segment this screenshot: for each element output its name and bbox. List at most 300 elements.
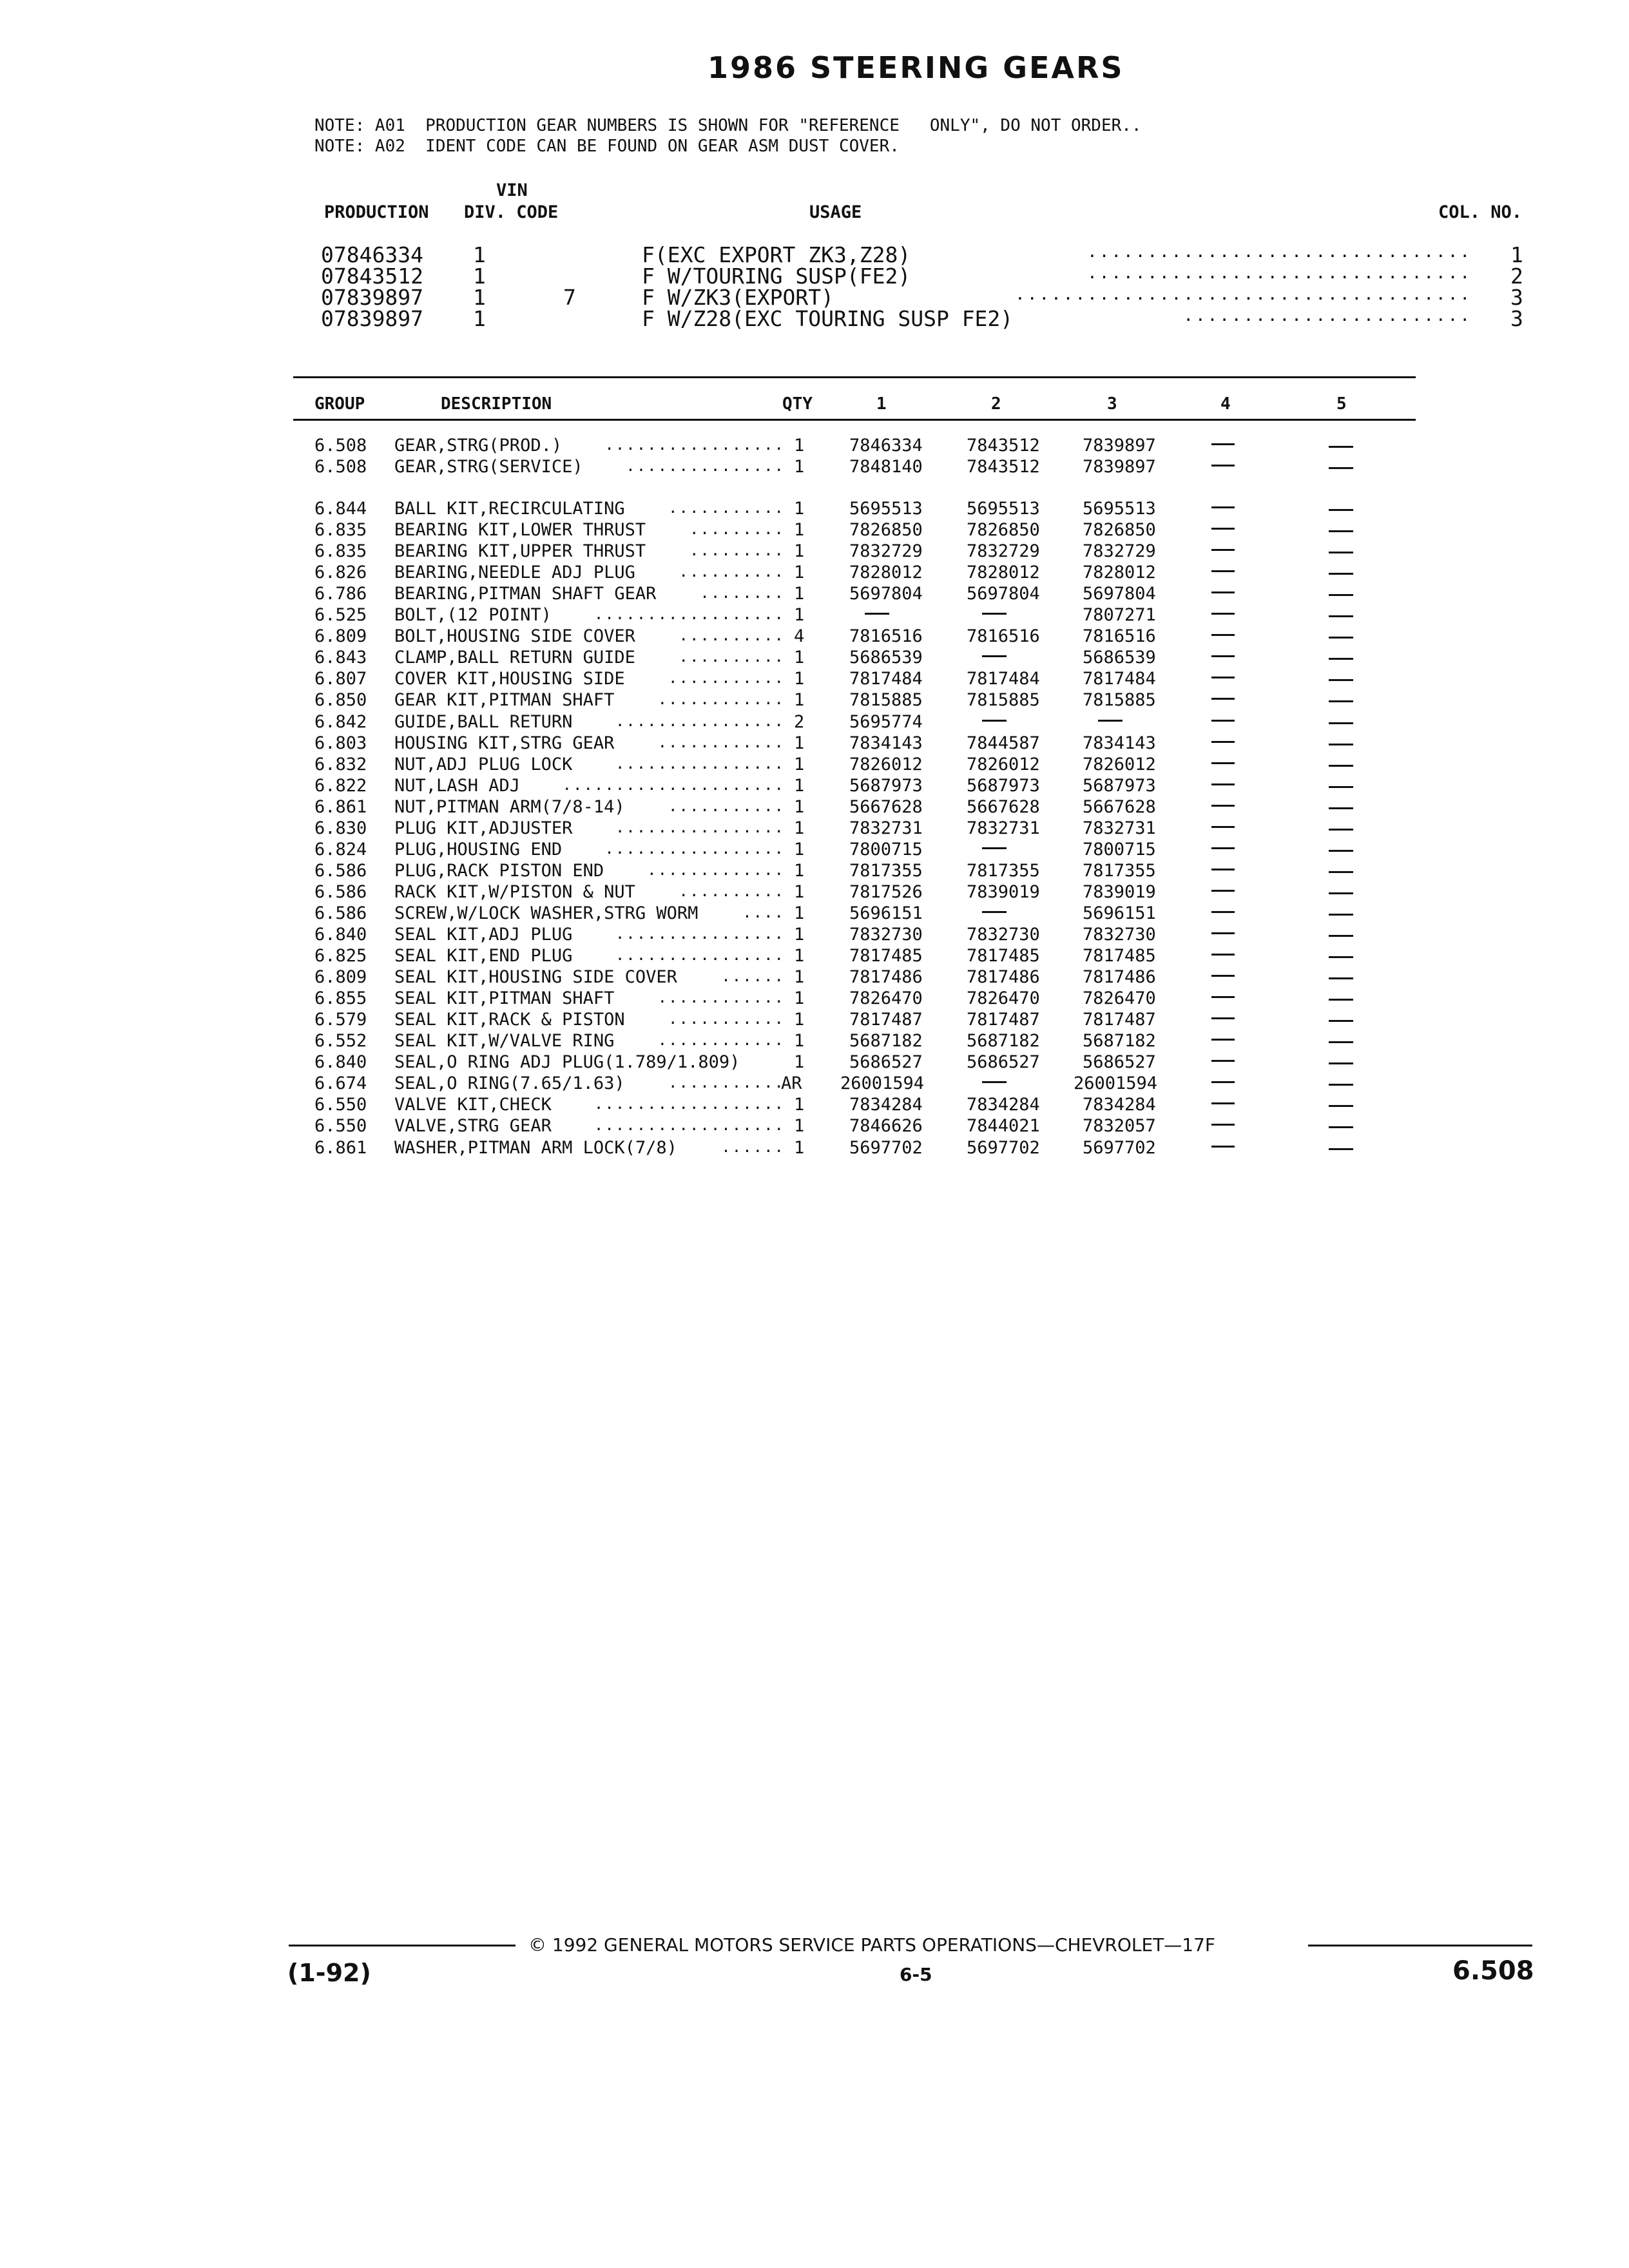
part-number-c2: 7832730 bbox=[967, 925, 1040, 945]
usage-col-no: 3 bbox=[1510, 306, 1523, 331]
part-description: GEAR,STRG(PROD.) bbox=[394, 436, 563, 456]
table-row bbox=[0, 436, 1629, 457]
part-group: 6.844 bbox=[314, 499, 367, 519]
part-number-c2: 7844021 bbox=[967, 1116, 1040, 1137]
table-row bbox=[0, 903, 1629, 925]
col1-header: 1 bbox=[876, 394, 887, 414]
part-number-c3: 7839019 bbox=[1083, 881, 1156, 902]
empty-dash-c5 bbox=[1329, 1041, 1353, 1043]
vin-header: VIN bbox=[496, 180, 528, 200]
part-qty: 1 bbox=[794, 1031, 805, 1052]
empty-dash-c4 bbox=[1211, 506, 1235, 508]
table-row bbox=[0, 1073, 1629, 1095]
part-qty: 1 bbox=[794, 754, 805, 774]
part-number-c1: 5687182 bbox=[849, 1031, 923, 1052]
part-number-c1: 7816516 bbox=[849, 626, 923, 647]
part-number-c3: 7834284 bbox=[1083, 1095, 1156, 1115]
part-leader-dots: ........... bbox=[668, 796, 785, 815]
empty-dash-c4 bbox=[1211, 975, 1235, 977]
part-group: 6.824 bbox=[314, 839, 367, 860]
table-row bbox=[0, 648, 1629, 669]
revision-date: (1-92) bbox=[287, 1959, 371, 1987]
part-number-c2: 5667628 bbox=[967, 796, 1040, 817]
part-qty: 1 bbox=[794, 733, 805, 753]
part-leader-dots: .......... bbox=[679, 562, 785, 581]
part-group: 6.825 bbox=[314, 946, 367, 966]
part-number-c2: 7817486 bbox=[967, 967, 1040, 988]
part-group: 6.843 bbox=[314, 648, 367, 668]
part-leader-dots: ..................... bbox=[562, 775, 785, 794]
usage-dots: ........................ bbox=[1183, 306, 1472, 325]
part-leader-dots: ............ bbox=[657, 733, 785, 751]
table-row bbox=[0, 882, 1629, 903]
note-a02: NOTE: A02 IDENT CODE CAN BE FOUND ON GEAR ASM DUST COVER. bbox=[314, 137, 900, 156]
part-number-c1: 7832730 bbox=[849, 925, 923, 945]
part-number-c1: 7826012 bbox=[849, 754, 923, 774]
part-number-c1: 5686539 bbox=[849, 648, 923, 668]
part-group: 6.809 bbox=[314, 626, 367, 647]
part-qty: 1 bbox=[794, 903, 805, 923]
part-group: 6.840 bbox=[314, 925, 367, 945]
part-number-c3: 7839897 bbox=[1083, 457, 1156, 477]
empty-dash-c4 bbox=[1211, 932, 1235, 934]
part-leader-dots: .................. bbox=[593, 1116, 785, 1135]
empty-dash-c5 bbox=[1329, 829, 1353, 831]
usage-col-no: 2 bbox=[1510, 264, 1523, 289]
part-qty: 1 bbox=[794, 541, 805, 562]
table-top-rule bbox=[293, 376, 1416, 378]
part-description: PLUG,RACK PISTON END bbox=[394, 860, 604, 881]
part-number-c1: 7846334 bbox=[849, 436, 923, 456]
empty-dash-c4 bbox=[1211, 805, 1235, 807]
table-row bbox=[0, 988, 1629, 1010]
part-leader-dots: .................. bbox=[593, 1095, 785, 1113]
part-number-c3: 7826012 bbox=[1083, 754, 1156, 774]
part-qty: 1 bbox=[794, 967, 805, 988]
part-group: 6.579 bbox=[314, 1010, 367, 1030]
part-qty: 1 bbox=[794, 946, 805, 966]
part-leader-dots: .................. bbox=[593, 605, 785, 624]
part-group: 6.586 bbox=[314, 903, 367, 923]
empty-dash-c5 bbox=[1329, 1105, 1353, 1107]
part-number-c1: 7826850 bbox=[849, 520, 923, 541]
part-number-c2: 7817484 bbox=[967, 669, 1040, 689]
part-number-c3: 5695513 bbox=[1083, 499, 1156, 519]
empty-dash-c4 bbox=[1211, 613, 1235, 615]
empty-dash-c5 bbox=[1329, 679, 1353, 681]
part-group: 6.552 bbox=[314, 1031, 367, 1052]
empty-dash-c2 bbox=[982, 720, 1007, 722]
part-number-c2: 7844587 bbox=[967, 733, 1040, 753]
usage-production: 07839897 bbox=[321, 285, 423, 310]
description-header: DESCRIPTION bbox=[441, 394, 552, 414]
empty-dash-c4 bbox=[1211, 1102, 1235, 1104]
part-number-c2: 7843512 bbox=[967, 436, 1040, 456]
part-leader-dots: ........... bbox=[668, 499, 785, 517]
part-group: 6.835 bbox=[314, 520, 367, 541]
part-qty: 1 bbox=[794, 1137, 805, 1158]
part-number-c2: 7817485 bbox=[967, 946, 1040, 966]
empty-dash-c4 bbox=[1211, 762, 1235, 764]
empty-dash-c4 bbox=[1211, 847, 1235, 849]
part-number-c1: 7817484 bbox=[849, 669, 923, 689]
part-group: 6.842 bbox=[314, 711, 367, 732]
part-group: 6.835 bbox=[314, 541, 367, 562]
part-qty: 1 bbox=[794, 436, 805, 456]
empty-dash-c5 bbox=[1329, 552, 1353, 553]
part-qty: 1 bbox=[794, 690, 805, 711]
part-leader-dots: .......... bbox=[679, 626, 785, 645]
part-leader-dots: ................ bbox=[615, 754, 785, 773]
div-code-header: DIV. CODE bbox=[464, 202, 559, 222]
usage-description: F W/ZK3(EXPORT) bbox=[642, 285, 834, 310]
empty-dash-c5 bbox=[1329, 1126, 1353, 1128]
part-number-c3: 7817355 bbox=[1083, 860, 1156, 881]
part-number-c1: 26001594 bbox=[840, 1073, 925, 1094]
part-group: 6.855 bbox=[314, 988, 367, 1009]
part-number-c3: 5687182 bbox=[1083, 1031, 1156, 1052]
col-no-header: COL. NO. bbox=[1438, 202, 1523, 222]
part-number-c1: 7817486 bbox=[849, 967, 923, 988]
part-number-c3: 7832729 bbox=[1083, 541, 1156, 562]
page-number: 6-5 bbox=[900, 1964, 932, 1985]
part-leader-dots: ............ bbox=[657, 690, 785, 709]
usage-production: 07843512 bbox=[321, 264, 423, 289]
empty-dash-c5 bbox=[1329, 807, 1353, 809]
part-description: RACK KIT,W/PISTON & NUT bbox=[394, 881, 635, 902]
part-number-c2: 5697702 bbox=[967, 1137, 1040, 1158]
part-group: 6.803 bbox=[314, 733, 367, 753]
part-number-c1: 7832731 bbox=[849, 818, 923, 838]
empty-dash-c5 bbox=[1329, 850, 1353, 852]
part-number-c3: 5696151 bbox=[1083, 903, 1156, 923]
usage-row bbox=[0, 242, 1629, 267]
part-qty: 1 bbox=[794, 860, 805, 881]
part-number-c2: 7843512 bbox=[967, 457, 1040, 477]
part-number-c3: 5697702 bbox=[1083, 1137, 1156, 1158]
empty-dash-c5 bbox=[1329, 722, 1353, 724]
empty-dash-c4 bbox=[1211, 698, 1235, 700]
empty-dash-c5 bbox=[1329, 530, 1353, 532]
usage-row bbox=[0, 285, 1629, 310]
part-group: 6.830 bbox=[314, 818, 367, 838]
part-number-c2: 7832731 bbox=[967, 818, 1040, 838]
part-leader-dots: ............. bbox=[647, 860, 785, 879]
part-group: 6.861 bbox=[314, 1137, 367, 1158]
part-description: GUIDE,BALL RETURN bbox=[394, 711, 573, 732]
part-group: 6.550 bbox=[314, 1116, 367, 1137]
empty-dash-c4 bbox=[1211, 591, 1235, 593]
table-row bbox=[0, 626, 1629, 648]
part-number-c2: 7828012 bbox=[967, 562, 1040, 583]
part-group: 6.508 bbox=[314, 436, 367, 456]
part-number-c1: 5686527 bbox=[849, 1052, 923, 1073]
part-group: 6.826 bbox=[314, 562, 367, 583]
part-number-c3: 7800715 bbox=[1083, 839, 1156, 860]
part-description: NUT,PITMAN ARM(7/8-14) bbox=[394, 796, 625, 817]
usage-dots: ...................................... bbox=[1015, 285, 1472, 304]
table-row bbox=[0, 605, 1629, 626]
part-number-c2: 5697804 bbox=[967, 584, 1040, 604]
part-description: BOLT,(12 POINT) bbox=[394, 605, 552, 626]
part-leader-dots: ............... bbox=[626, 457, 785, 475]
part-number-c2: 7815885 bbox=[967, 690, 1040, 711]
empty-dash-c4 bbox=[1211, 783, 1235, 785]
part-number-c2: 7816516 bbox=[967, 626, 1040, 647]
part-group: 6.586 bbox=[314, 860, 367, 881]
empty-dash-c2 bbox=[982, 911, 1007, 913]
part-number-c3: 5697804 bbox=[1083, 584, 1156, 604]
empty-dash-c4 bbox=[1211, 1017, 1235, 1019]
part-number-c2: 7817487 bbox=[967, 1010, 1040, 1030]
usage-header: USAGE bbox=[809, 202, 862, 222]
empty-dash-c5 bbox=[1329, 1084, 1353, 1086]
part-leader-dots: ................ bbox=[615, 818, 785, 836]
part-number-c2: 7834284 bbox=[967, 1095, 1040, 1115]
empty-dash-c4 bbox=[1211, 996, 1235, 998]
part-description: SEAL,O RING ADJ PLUG(1.789/1.809) bbox=[394, 1052, 740, 1073]
part-qty: 1 bbox=[794, 669, 805, 689]
table-row bbox=[0, 967, 1629, 988]
part-description: SEAL KIT,ADJ PLUG bbox=[394, 925, 573, 945]
table-row bbox=[0, 1138, 1629, 1159]
part-number-c1: 7826470 bbox=[849, 988, 923, 1009]
empty-dash-c4 bbox=[1211, 1146, 1235, 1148]
empty-dash-c4 bbox=[1211, 443, 1235, 445]
part-description: SEAL KIT,PITMAN SHAFT bbox=[394, 988, 615, 1009]
part-qty: 1 bbox=[794, 925, 805, 945]
part-description: BEARING KIT,UPPER THRUST bbox=[394, 541, 646, 562]
part-group: 6.809 bbox=[314, 967, 367, 988]
empty-dash-c4 bbox=[1211, 826, 1235, 828]
empty-dash-c5 bbox=[1329, 446, 1353, 448]
usage-dots: ................................ bbox=[1087, 264, 1472, 283]
table-row bbox=[0, 457, 1629, 478]
part-number-c1: 7817485 bbox=[849, 946, 923, 966]
usage-dots: ................................ bbox=[1087, 242, 1472, 262]
part-qty: 1 bbox=[794, 775, 805, 796]
usage-row bbox=[0, 306, 1629, 331]
empty-dash-c5 bbox=[1329, 509, 1353, 511]
part-number-c2: 7826850 bbox=[967, 520, 1040, 541]
empty-dash-c5 bbox=[1329, 999, 1353, 1001]
empty-dash-c5 bbox=[1329, 1020, 1353, 1022]
group-header: GROUP bbox=[314, 394, 365, 414]
empty-dash-c5 bbox=[1329, 573, 1353, 575]
part-description: NUT,LASH ADJ bbox=[394, 775, 521, 796]
part-group: 6.822 bbox=[314, 775, 367, 796]
part-number-c3: 7826850 bbox=[1083, 520, 1156, 541]
empty-dash-c4 bbox=[1211, 741, 1235, 743]
table-header-rule bbox=[293, 419, 1416, 421]
part-number-c1: 5687973 bbox=[849, 775, 923, 796]
part-number-c1: 7817487 bbox=[849, 1010, 923, 1030]
part-leader-dots: .......... bbox=[679, 881, 785, 900]
part-description: BEARING,PITMAN SHAFT GEAR bbox=[394, 584, 657, 604]
table-row bbox=[0, 669, 1629, 690]
part-number-c1: 7834284 bbox=[849, 1095, 923, 1115]
part-description: BOLT,HOUSING SIDE COVER bbox=[394, 626, 635, 647]
part-qty: 1 bbox=[794, 562, 805, 583]
part-number-c3: 5686539 bbox=[1083, 648, 1156, 668]
empty-dash-c4 bbox=[1211, 954, 1235, 956]
empty-dash-c5 bbox=[1329, 467, 1353, 469]
part-group: 6.850 bbox=[314, 690, 367, 711]
part-qty: 1 bbox=[794, 881, 805, 902]
empty-dash-c4 bbox=[1211, 655, 1235, 657]
part-group: 6.550 bbox=[314, 1095, 367, 1115]
empty-dash-c5 bbox=[1329, 786, 1353, 788]
part-description: CLAMP,BALL RETURN GUIDE bbox=[394, 648, 635, 668]
part-description: WASHER,PITMAN ARM LOCK(7/8) bbox=[394, 1137, 677, 1158]
empty-dash-c1 bbox=[865, 613, 889, 615]
part-leader-dots: ............ bbox=[657, 988, 785, 1007]
part-number-c2: 7817355 bbox=[967, 860, 1040, 881]
part-number-c1: 5695513 bbox=[849, 499, 923, 519]
empty-dash-c5 bbox=[1329, 892, 1353, 894]
part-qty: 1 bbox=[794, 988, 805, 1009]
part-leader-dots: ................. bbox=[604, 839, 785, 858]
table-row bbox=[0, 1095, 1629, 1116]
table-row bbox=[0, 776, 1629, 797]
empty-dash-c4 bbox=[1211, 1124, 1235, 1126]
table-row bbox=[0, 797, 1629, 818]
table-row bbox=[0, 541, 1629, 562]
empty-dash-c5 bbox=[1329, 977, 1353, 979]
table-row bbox=[0, 754, 1629, 776]
part-group: 6.674 bbox=[314, 1073, 367, 1094]
empty-dash-c5 bbox=[1329, 658, 1353, 660]
part-description: NUT,ADJ PLUG LOCK bbox=[394, 754, 573, 774]
empty-dash-c5 bbox=[1329, 765, 1353, 767]
empty-dash-c5 bbox=[1329, 744, 1353, 745]
part-qty: 1 bbox=[794, 457, 805, 477]
part-number-c3: 7826470 bbox=[1083, 988, 1156, 1009]
usage-production: 07846334 bbox=[321, 242, 423, 267]
empty-dash-c4 bbox=[1211, 528, 1235, 530]
table-row bbox=[0, 946, 1629, 967]
part-leader-dots: ........ bbox=[700, 584, 785, 602]
part-number-c3: 7839897 bbox=[1083, 436, 1156, 456]
usage-div: 1 bbox=[473, 306, 486, 331]
part-leader-dots: ............ bbox=[657, 1031, 785, 1050]
part-number-c3: 5686527 bbox=[1083, 1052, 1156, 1073]
part-number-c3: 7834143 bbox=[1083, 733, 1156, 753]
part-number-c2: 5687182 bbox=[967, 1031, 1040, 1052]
empty-dash-c4 bbox=[1211, 1039, 1235, 1041]
part-number-c1: 7815885 bbox=[849, 690, 923, 711]
part-leader-dots: ...... bbox=[721, 1137, 785, 1156]
empty-dash-c4 bbox=[1211, 677, 1235, 678]
part-number-c1: 7817355 bbox=[849, 860, 923, 881]
usage-production: 07839897 bbox=[321, 306, 423, 331]
part-number-c3: 5667628 bbox=[1083, 796, 1156, 817]
part-description: SCREW,W/LOCK WASHER,STRG WORM bbox=[394, 903, 699, 923]
part-description: BALL KIT,RECIRCULATING bbox=[394, 499, 625, 519]
part-leader-dots: ........... bbox=[668, 1010, 785, 1028]
empty-dash-c4 bbox=[1211, 1060, 1235, 1062]
part-number-c1: 5696151 bbox=[849, 903, 923, 923]
part-description: PLUG KIT,ADJUSTER bbox=[394, 818, 573, 838]
part-description: PLUG,HOUSING END bbox=[394, 839, 563, 860]
table-row bbox=[0, 1052, 1629, 1073]
empty-dash-c2 bbox=[982, 847, 1007, 849]
empty-dash-c4 bbox=[1211, 890, 1235, 892]
production-header: PRODUCTION bbox=[324, 202, 429, 222]
part-number-c1: 5697702 bbox=[849, 1137, 923, 1158]
part-number-c1: 7848140 bbox=[849, 457, 923, 477]
part-number-c2: 7826470 bbox=[967, 988, 1040, 1009]
part-qty: 1 bbox=[794, 818, 805, 838]
usage-code: 7 bbox=[563, 285, 576, 310]
empty-dash-c5 bbox=[1329, 594, 1353, 596]
section-number: 6.508 bbox=[1452, 1956, 1534, 1986]
empty-dash-c2 bbox=[982, 655, 1007, 657]
part-number-c2: 7839019 bbox=[967, 881, 1040, 902]
part-group: 6.832 bbox=[314, 754, 367, 774]
copyright-line: © 1992 GENERAL MOTORS SERVICE PARTS OPERATIONS—CHEVROLET—17F bbox=[528, 1934, 1216, 1956]
empty-dash-c5 bbox=[1329, 956, 1353, 958]
part-qty: 1 bbox=[794, 1095, 805, 1115]
usage-row bbox=[0, 264, 1629, 289]
part-number-c1: 5695774 bbox=[849, 711, 923, 732]
empty-dash-c4 bbox=[1211, 720, 1235, 722]
empty-dash-c2 bbox=[982, 1081, 1007, 1083]
part-leader-dots: ........... bbox=[668, 1073, 785, 1092]
part-number-c2: 5695513 bbox=[967, 499, 1040, 519]
empty-dash-c5 bbox=[1329, 914, 1353, 916]
part-group: 6.586 bbox=[314, 881, 367, 902]
table-row bbox=[0, 818, 1629, 840]
part-qty: 1 bbox=[794, 1010, 805, 1030]
table-row bbox=[0, 499, 1629, 520]
usage-div: 1 bbox=[473, 242, 486, 267]
part-qty: 1 bbox=[794, 1052, 805, 1073]
table-row bbox=[0, 840, 1629, 861]
part-description: SEAL KIT,HOUSING SIDE COVER bbox=[394, 967, 677, 988]
part-leader-dots: .......... bbox=[679, 648, 785, 666]
part-description: GEAR,STRG(SERVICE) bbox=[394, 457, 583, 477]
part-number-c3: 7832057 bbox=[1083, 1116, 1156, 1137]
table-row bbox=[0, 861, 1629, 882]
table-row bbox=[0, 733, 1629, 754]
part-number-c1: 7828012 bbox=[849, 562, 923, 583]
usage-div: 1 bbox=[473, 285, 486, 310]
empty-dash-c4 bbox=[1211, 911, 1235, 913]
part-description: SEAL KIT,RACK & PISTON bbox=[394, 1010, 625, 1030]
part-number-c3: 7815885 bbox=[1083, 690, 1156, 711]
part-leader-dots: ......... bbox=[689, 541, 785, 560]
table-row bbox=[0, 584, 1629, 605]
col3-header: 3 bbox=[1107, 394, 1117, 414]
part-group: 6.525 bbox=[314, 605, 367, 626]
qty-header: QTY bbox=[782, 394, 813, 414]
part-number-c1: 5697804 bbox=[849, 584, 923, 604]
footer-rule-left bbox=[289, 1945, 516, 1946]
usage-description: F W/TOURING SUSP(FE2) bbox=[642, 264, 911, 289]
part-leader-dots: .... bbox=[742, 903, 785, 921]
part-number-c3: 5687973 bbox=[1083, 775, 1156, 796]
part-number-c3: 7817484 bbox=[1083, 669, 1156, 689]
table-row bbox=[0, 520, 1629, 541]
part-number-c3: 7807271 bbox=[1083, 605, 1156, 626]
table-row bbox=[0, 1116, 1629, 1137]
note-a01: NOTE: A01 PRODUCTION GEAR NUMBERS IS SHOWN FOR "REFERENCE ONLY", DO NOT ORDER.. bbox=[314, 116, 1142, 135]
part-number-c2: 7826012 bbox=[967, 754, 1040, 774]
part-description: VALVE,STRG GEAR bbox=[394, 1116, 552, 1137]
table-row bbox=[0, 562, 1629, 584]
part-number-c1: 7817526 bbox=[849, 881, 923, 902]
